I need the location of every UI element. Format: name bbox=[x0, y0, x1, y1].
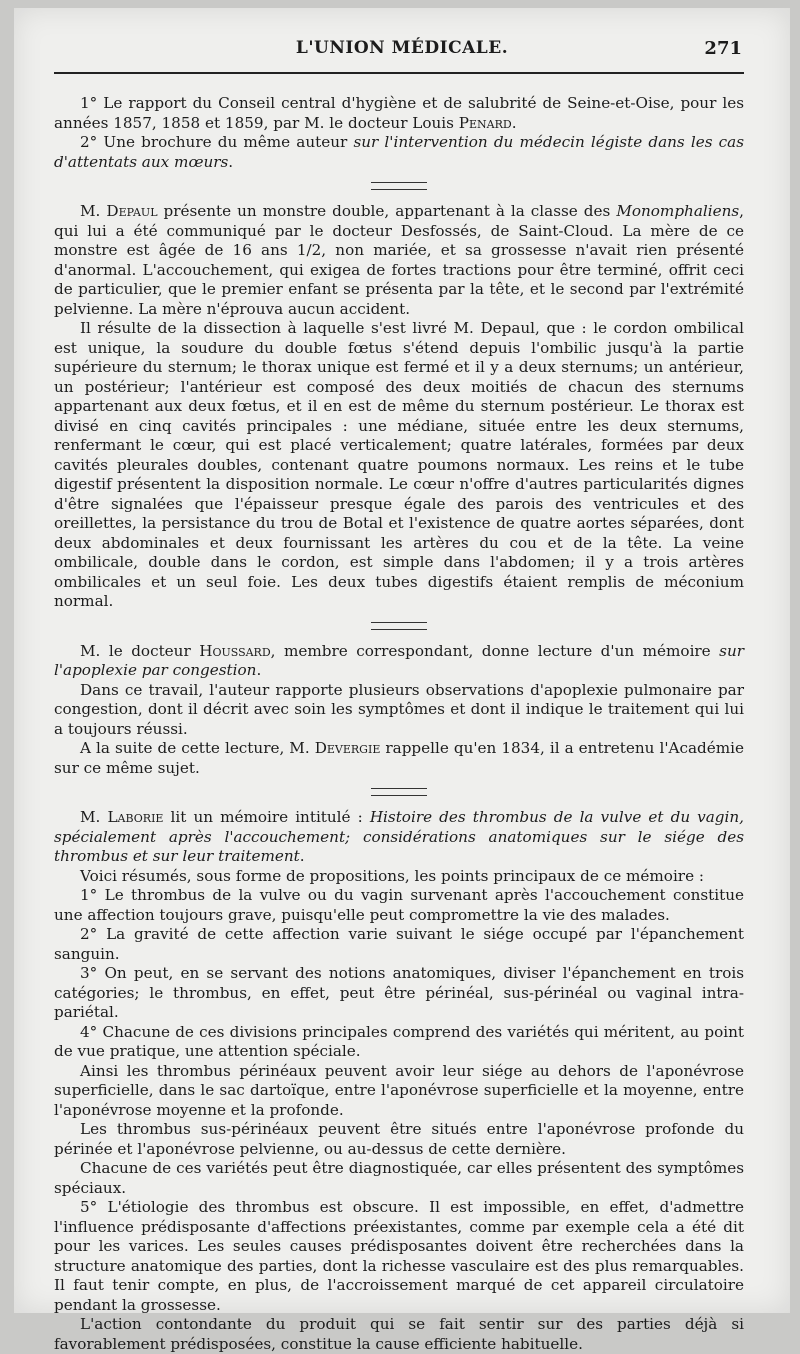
brochure-title: sur l'intervention du médecin légiste dans les cas d'attentats aux mœurs bbox=[54, 133, 744, 171]
header-rule bbox=[54, 72, 744, 74]
proposition-3: 3° On peut, en se servant des notions anatomiques, diviser l'épanchement en trois catégories; le thrombus, en effet, peut être périnéal, sus-périnéal ou vaginal intra-pariétal. bbox=[54, 964, 744, 1021]
author-name: Devergie bbox=[314, 739, 381, 757]
laborie-paragraph-1: M. Laborie lit un mémoire intitulé : Histoire des thrombus de la vulve et du vagin, spécialement après l'accouchement; considérations anatomiques sur le siége des thrombus et sur leur traitement. bbox=[54, 808, 744, 865]
proposition-2: 2° La gravité de cette affection varie suivant le siége occupé par l'épanchement sanguin. bbox=[54, 925, 744, 963]
houssard-paragraph-1: M. le docteur Houssard, membre correspondant, donne lecture d'un mémoire sur l'apoplexie par congestion. bbox=[54, 641, 745, 679]
intro-item-2: 2° Une brochure du même auteur sur l'intervention du médecin légiste dans les cas d'attentats aux mœurs. bbox=[54, 133, 744, 171]
devergie-paragraph: A la suite de cette lecture, M. Devergie rappelle qu'en 1834, il a entretenu l'Académie sur ce même sujet. bbox=[54, 739, 744, 777]
page-body bbox=[54, 94, 744, 1354]
intro-item-1: 1° Le rapport du Conseil central d'hygiène et de salubrité de Seine-et-Oise, pour les années 1857, 1858 et 1859, par M. le docteur Louis Penard. bbox=[54, 94, 744, 132]
author-name: Penard bbox=[458, 113, 512, 132]
proposition-5: 5° L'étiologie des thrombus est obscure. Il est impossible, en effet, d'admettre l'influence prédisposante d'affections préexistantes, comme par exemple cela a été dit pour les varices. Les seules causes prédisposantes doivent être recherchées dans la structure anatomique des parties, dont la richesse vasculaire est des plus remarquables. Il faut tenir compte, en plus, de l'accroissement marqué de cet appareil circulatoire pendant la grossesse. bbox=[54, 1198, 744, 1314]
running-title: L'UNION MÉDICALE. bbox=[295, 38, 509, 58]
depaul-paragraph-2: Il résulte de la dissection à laquelle s'est livré M. Depaul, que : le cordon ombilical est unique, la soudure du double fœtus s'étend depuis l'ombilic jusqu'à la partie supérieure du sternum; le thorax unique est fermé et il y a deux sternums; un antérieur, un postérieur; l'antérieur est composé des deux moitiés de chacun des sternums appartenant aux deux fœtus, et il en est de même du sternum postérieur. Le thorax est divisé en cinq cavités principales : une médiane, située entre les deux sternums, renfermant le cœur, qui est placé verticalement; quatre latérales, formées par deux cavités pleurales doubles, contenant quatre poumons normaux. Les reins et le tube digestif présentent la disposition normale. Le cœur n'offre d'autres particularités dignes d'être signalées que l'épaisseur presque égale des parois des ventricules et des oreillettes, la persistance du trou de Botal et l'existence de quatre aortes séparées, dont deux abdominales et deux fournissant les artères du cou et de la tête. La veine ombilicale, double dans le cordon, est simple dans l'abdomen; il y a trois artères ombilicales et un seul foie. Les deux tubes digestifs étaient remplis de méconium normal. bbox=[54, 319, 744, 610]
laborie-paragraph-perineal: Ainsi les thrombus périnéaux peuvent avoir leur siége au dehors de l'aponévrose superficielle, dans le sac dartoïque, entre l'aponévrose superficielle et la moyenne, entre l'aponévrose moyenne et la profonde. bbox=[54, 1061, 744, 1119]
memoir-title: Histoire des thrombus de la vulve et du vagin, spécialement après l'accouchement; considérations anatomiques sur le siége des thrombus et sur leur traitement bbox=[54, 808, 744, 865]
proposition-4: 4° Chacune de ces divisions principales comprend des variétés qui méritent, au point de vue pratique, une attention spéciale. bbox=[54, 1022, 744, 1060]
class-name: Monomphaliens bbox=[616, 202, 740, 220]
laborie-paragraph-cause: L'action contondante du produit qui se fait sentir sur des parties déjà si favorablement prédisposées, constitue la cause efficiente habituelle. bbox=[54, 1315, 744, 1353]
section-divider bbox=[371, 788, 427, 796]
author-name: Laborie bbox=[107, 808, 164, 826]
section-divider bbox=[371, 182, 427, 190]
memoir-title: sur l'apoplexie par congestion bbox=[54, 641, 745, 679]
laborie-paragraph-sus-perineal: Les thrombus sus-périnéaux peuvent être situés entre l'aponévrose profonde du périnée et l'aponévrose pelvienne, ou au-dessus de cette dernière. bbox=[54, 1120, 744, 1158]
section-divider bbox=[371, 622, 427, 630]
page-number: 271 bbox=[704, 38, 742, 59]
author-name: Houssard bbox=[199, 641, 271, 660]
author-name: Depaul bbox=[106, 202, 158, 220]
page-header bbox=[14, 38, 790, 68]
depaul-paragraph-1: M. Depaul présente un monstre double, appartenant à la classe des Monomphaliens, qui lui a été communiqué par le docteur Desfossés, de Saint-Cloud. La mère de ce monstre est âgée de 16 ans 1/2, non mariée, et sa grossesse n'avait rien présenté d'anormal. L'accouchement, qui exigea de fortes tractions pour être terminé, offrit ceci de particulier, que le premier enfant se présenta par la tête, et le second par l'extrémité pelvienne. La mère n'éprouva aucun accident. bbox=[54, 202, 744, 318]
book-page bbox=[14, 8, 790, 1353]
proposition-1: 1° Le thrombus de la vulve ou du vagin survenant après l'accouchement constitue une affection toujours grave, puisqu'elle peut compromettre la vie des malades. bbox=[54, 886, 744, 924]
houssard-paragraph-2: Dans ce travail, l'auteur rapporte plusieurs observations d'apoplexie pulmonaire par congestion, dont il décrit avec soin les symptômes et dont il indique le traitement qui lui a toujours réussi. bbox=[54, 680, 744, 738]
laborie-paragraph-2: Voici résumés, sous forme de propositions, les points principaux de ce mémoire : bbox=[80, 866, 704, 885]
laborie-paragraph-diagnosis: Chacune de ces variétés peut être diagnostiquée, car elles présentent des symptômes spéciaux. bbox=[54, 1159, 744, 1197]
